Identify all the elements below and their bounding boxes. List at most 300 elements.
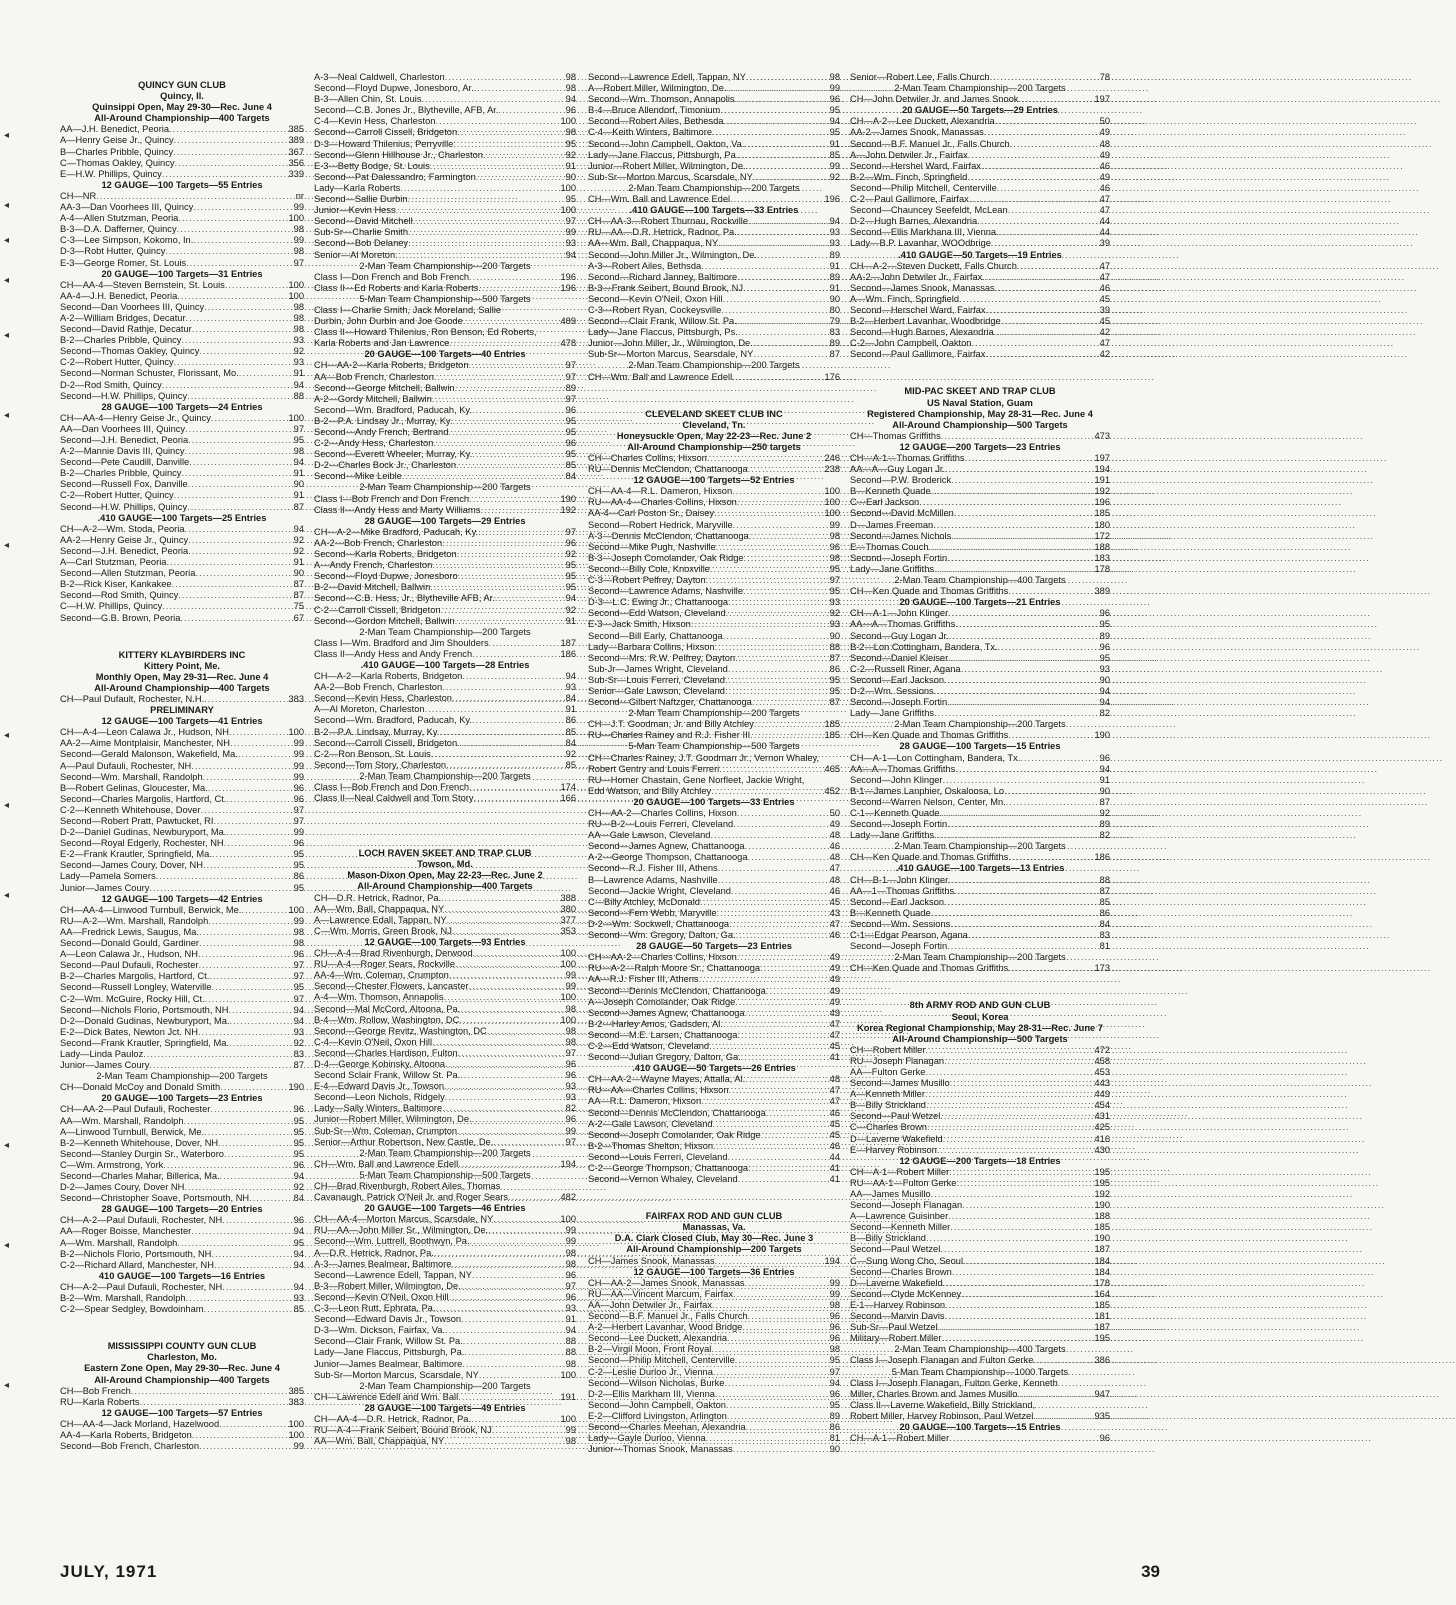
score: 95 (829, 105, 840, 116)
score: 96 (565, 1291, 576, 1302)
score: 49 (1099, 149, 1110, 160)
dot-leader (718, 863, 820, 874)
dot-leader (737, 227, 820, 238)
result-row (850, 697, 1110, 708)
score: 98 (293, 312, 304, 323)
result-row (314, 283, 576, 294)
result-row (60, 280, 304, 291)
shooter-entry: CH—AA-3—Robert Thurnau, Rockville (588, 216, 748, 227)
shooter-entry: Class I—Bob French and Don French (314, 493, 470, 504)
shooter-entry: CH—A-1—Robert Miller (850, 1433, 950, 1444)
score: 195 (1094, 1166, 1110, 1177)
dot-leader (432, 560, 556, 571)
result-row (60, 313, 304, 324)
shooter-entry: CH—Ken Quade and Thomas Griffiths (850, 963, 1009, 974)
score: 94 (293, 1259, 304, 1270)
score: 49 (1099, 127, 1110, 138)
score: 91 (565, 704, 576, 715)
score: 339 (288, 168, 304, 179)
result-row (314, 460, 576, 471)
score: 95 (565, 138, 576, 149)
result-row (314, 560, 576, 571)
shooter-entry: Second—Charles Hardison, Fulton (314, 1047, 458, 1058)
result-row (850, 283, 1110, 294)
shooter-entry: Second—Pete Caudill, Danville (60, 457, 190, 468)
dot-leader (948, 1211, 1090, 1222)
result-row (850, 161, 1110, 172)
result-row (60, 302, 304, 313)
shooter-entry: Second—James Nichols (850, 530, 952, 541)
dot-leader (919, 497, 1090, 508)
score: 92 (829, 171, 840, 182)
shooter-entry: Second—Christopher Soave, Portsmouth, NH (60, 1193, 250, 1204)
score: 185 (1094, 508, 1110, 519)
score: 96 (829, 1333, 840, 1344)
score: 95 (1099, 652, 1110, 663)
gauge-heading: 28 GAUGE—100 Targets—49 Entries (364, 1402, 526, 1413)
shooter-entry: E-3—Jack Smith, Hixson (588, 619, 691, 630)
shooter-entry: Second—James Musillo (850, 1078, 950, 1089)
gauge-heading: 20 GAUGE—50 Targets—29 Entries (902, 105, 1058, 116)
score: 196 (824, 194, 840, 205)
dot-leader (205, 994, 284, 1005)
shooter-entry: AA—Fulton Gerke (850, 1066, 926, 1077)
score: 91 (293, 368, 304, 379)
score: 47 (829, 1029, 840, 1040)
result-row (588, 919, 840, 930)
dot-leader (462, 671, 556, 682)
dot-leader (421, 94, 556, 105)
result-row (850, 619, 1110, 630)
dot-leader (737, 952, 820, 963)
result-row (850, 1145, 1110, 1156)
shooter-entry: C-2—Ron Benson, St. Louis (314, 748, 431, 759)
dot-leader (219, 1419, 284, 1430)
score: 164 (1094, 1288, 1110, 1299)
result-row (850, 1278, 1110, 1289)
event-heading: All-Around Championship—400 Targets (94, 113, 270, 124)
result-row (60, 1005, 304, 1016)
dot-leader (471, 1414, 556, 1425)
result-row (850, 316, 1110, 327)
dot-leader (967, 172, 1090, 183)
shooter-entry: Second—Dennis McClendon, Chattanooga (588, 985, 766, 996)
dot-leader (737, 497, 820, 508)
dot-leader (1008, 205, 1090, 216)
dot-leader (1008, 586, 1090, 597)
dot-leader (203, 772, 284, 783)
dot-leader (199, 1441, 284, 1452)
score: 383 (288, 1396, 304, 1407)
score: 195 (1094, 1333, 1110, 1344)
dot-leader (934, 830, 1090, 841)
score: 98 (565, 127, 576, 138)
shooter-entry: AA—Wm. Ball, Chappaqua, NY (588, 238, 719, 249)
dot-leader (732, 372, 820, 383)
result-row (850, 1178, 1110, 1189)
dot-leader (187, 391, 284, 402)
dot-leader (229, 1016, 284, 1027)
result-row (588, 631, 840, 642)
shooter-entry: Second—Joseph Fortin (850, 819, 948, 830)
score: 95 (293, 1148, 304, 1159)
result-row (60, 794, 304, 805)
team-heading: 5-Man Team Championship—500 Targets (359, 293, 531, 304)
result-row (850, 464, 1110, 475)
shooter-entry: Lady—Jane Flaccus, Pittsburgh, Ps. (588, 327, 738, 338)
dot-leader (199, 346, 284, 357)
score: 184 (1094, 1266, 1110, 1277)
shooter-entry: Sub-Sr—Wm. Coleman, Crumpton (314, 1125, 458, 1136)
shooter-entry: Junior—John Miller, Jr., Wilmington, De. (588, 338, 753, 349)
shooter-entry: Second—P.W. Broderick (850, 475, 952, 486)
result-row (60, 949, 304, 960)
result-row (60, 1049, 304, 1060)
score: 41 (829, 1052, 840, 1063)
shooter-entry: B—Lawrence Adams, Nashville (588, 874, 718, 885)
result-row (850, 1411, 1110, 1422)
shooter-entry: Second—Nichols Florio, Portsmouth, NH (60, 1004, 229, 1015)
team-heading: 2-Man Team Championship—200 Targets (894, 719, 1066, 730)
result-row (314, 1159, 576, 1170)
result-row (588, 283, 840, 294)
dot-leader (738, 327, 820, 338)
dot-leader (713, 1119, 820, 1130)
dot-leader (220, 1082, 284, 1093)
dot-leader (934, 686, 1090, 697)
section-spacer (588, 383, 840, 401)
dot-leader (938, 1322, 1090, 1333)
shooter-entry: CH—A-2—Paul Dufauli, Rochester, NH (60, 1281, 223, 1292)
result-row (850, 238, 1110, 249)
result-row (850, 1056, 1110, 1067)
dot-leader (177, 291, 284, 302)
shooter-entry: Second—Dan Voorhees III, Quincy (60, 301, 205, 312)
result-row (850, 497, 1110, 508)
binding-mark: ◂ (4, 330, 10, 341)
score: 99 (565, 970, 576, 981)
result-row (314, 161, 576, 172)
result-row (588, 294, 840, 305)
shooter-entry: D-4—George Kobinsky, Altoona (314, 1058, 446, 1069)
dot-leader (469, 360, 557, 371)
score: 246 (824, 453, 840, 463)
score: 86 (829, 663, 840, 674)
result-row (850, 183, 1110, 194)
shooter-entry: Second—Sallie Durbin (314, 194, 408, 205)
dot-leader (455, 959, 556, 970)
team-heading: 2-Man Team Championship—200 Targets (894, 841, 1066, 852)
result-row (314, 1436, 576, 1447)
dot-leader (435, 116, 556, 127)
dot-leader (925, 1067, 1090, 1078)
gauge-heading: 12 GAUGE—100 Targets—93 Entries (364, 936, 526, 947)
result-row (60, 468, 304, 479)
team-members-line: CH—Brad Rivenburgh, Robert Ailes, Thomas (314, 1181, 501, 1191)
gauge-heading: 12 GAUGE—200 Targets—18 Entries (899, 1155, 1061, 1166)
gauge-heading: 28 GAUGE—100 Targets—20 Entries (101, 1204, 263, 1215)
shooter-entry: C-2—Spear Sedgley, Bowdoinham (60, 1304, 204, 1315)
result-row (850, 194, 1110, 205)
score: 90 (829, 630, 840, 641)
result-row (588, 564, 840, 575)
score: 194 (560, 1158, 576, 1169)
score: 181 (1094, 1311, 1110, 1322)
dot-leader (735, 94, 820, 105)
dot-leader (192, 324, 284, 335)
result-row (314, 693, 576, 704)
result-row (60, 1171, 304, 1182)
dot-leader (951, 531, 1090, 542)
shooter-entry: A—Carl Stutzman, Peoria (60, 557, 167, 568)
shooter-entry: Second—Mal McCord, Altoona, Pa. (314, 1003, 461, 1014)
result-row (314, 948, 576, 959)
result-row (60, 1038, 304, 1049)
result-row (588, 997, 840, 1008)
score: 49 (829, 952, 840, 963)
result-row (588, 1030, 840, 1041)
score: 187 (1094, 1322, 1110, 1333)
score: 389 (288, 135, 304, 146)
result-row (850, 294, 1110, 305)
result-row (588, 139, 840, 150)
result-row (314, 1225, 576, 1236)
dot-leader (457, 549, 556, 560)
shooter-entry: D-2—Hugh Barnes, Alexandria (850, 216, 978, 227)
score: 196 (560, 282, 576, 293)
result-row (850, 1433, 1110, 1444)
shooter-entry: AA—Dan Voorhees III, Quincy (60, 423, 186, 434)
result-row (588, 127, 840, 138)
team-heading: 2-Man Team Championship—200 Targets (359, 1380, 531, 1391)
dot-leader (488, 1225, 556, 1236)
shooter-entry: Second—Paul Wetzel (850, 1244, 941, 1255)
shooter-entry: Second—Earl Jackson (850, 896, 945, 907)
score: 190 (288, 1082, 304, 1093)
dot-leader (469, 782, 556, 793)
shooter-entry: Second—Billy Cole, Knoxville (588, 563, 710, 574)
dot-leader (444, 992, 556, 1003)
dot-leader (746, 72, 820, 83)
dot-leader (149, 883, 284, 894)
dot-leader (723, 631, 820, 642)
score: 95 (293, 1126, 304, 1137)
dot-leader (725, 675, 820, 686)
shooter-entry: Second—Charles Mahar, Billerica, Ma. (60, 1171, 220, 1181)
shooter-entry: C-3—Robert Pelfrey, Dayton (588, 575, 706, 586)
page-number: 39 (1141, 1562, 1160, 1581)
result-row (314, 904, 576, 915)
dot-leader (177, 1238, 284, 1249)
score: 95 (829, 1399, 840, 1410)
result-row (60, 1238, 304, 1249)
dot-leader (444, 1081, 556, 1092)
score: 93 (565, 1081, 576, 1092)
dot-leader (706, 1433, 820, 1444)
dot-leader (713, 1141, 820, 1152)
result-row (314, 1359, 576, 1370)
dot-leader (211, 982, 284, 993)
dot-leader (753, 172, 820, 183)
shooter-entry: Senior—Robert Lee, Falls Church (850, 72, 990, 82)
shooter-entry: Junior—Kevin Hess (314, 205, 396, 216)
shooter-entry: CH—Robert Miller (850, 1044, 926, 1055)
shooter-entry: Second—Joseph Comolander, Oak Ridge (588, 1129, 761, 1140)
result-row (60, 391, 304, 402)
result-row (314, 1137, 576, 1148)
dot-leader (939, 808, 1090, 819)
result-row (850, 1300, 1110, 1311)
dot-leader (229, 727, 284, 738)
result-row (850, 553, 1110, 564)
score: 100 (560, 948, 576, 959)
result-row (588, 764, 840, 775)
shooter-entry: Sub-Sr—Morton Marcus, Searsdale, NY (588, 349, 754, 360)
score: 44 (1099, 227, 1110, 238)
dot-leader (982, 272, 1090, 283)
dot-leader (469, 981, 556, 992)
shooter-entry: B—Billy Strickland (850, 1100, 926, 1111)
shooter-entry: Second—John Campbell, Oakton (588, 1399, 726, 1410)
dot-leader (730, 194, 820, 205)
dot-leader (720, 105, 820, 116)
result-row (588, 1096, 840, 1107)
result-row (314, 1037, 576, 1048)
dot-leader (945, 1311, 1090, 1322)
shooter-entry: AA-4—Karla Roberts, Bridgeton (60, 1429, 192, 1440)
score: 478 (560, 338, 576, 349)
score: 96 (293, 1104, 304, 1115)
score: 96 (565, 1269, 576, 1280)
dot-leader (709, 1041, 820, 1052)
dot-leader (434, 372, 556, 383)
dot-leader (96, 191, 284, 202)
result-row (850, 686, 1110, 697)
score: 92 (293, 1182, 304, 1193)
result-row (60, 749, 304, 760)
result-row (314, 1281, 576, 1292)
shooter-entry: Sub-Sr—Morton Marcus, Scarsdale, NY (588, 171, 753, 182)
club-location: Cleveland, Tn. (682, 419, 746, 430)
shooter-entry: C—Billy Atchley, McDonald (588, 896, 700, 907)
score: 96 (565, 1114, 576, 1125)
dot-leader (984, 127, 1090, 138)
score: 95 (829, 674, 840, 685)
result-row (60, 761, 304, 772)
shooter-entry: CH—Wm. Ball and Lawrence Edel (588, 194, 731, 205)
result-row (314, 1303, 576, 1314)
shooter-entry: CH—Ken Quade and Thomas Griffiths (850, 586, 1009, 597)
score: 95 (565, 415, 576, 426)
shooter-entry: C-4—Keith Winters, Baltimore (588, 127, 712, 138)
result-row (314, 316, 576, 327)
shooter-entry: A—Leon Calawa Jr., Hudson, NH (60, 949, 198, 960)
result-row (314, 549, 576, 560)
shooter-entry: CH—A-1—Robert Miller (850, 1166, 950, 1177)
score: 75 (293, 601, 304, 612)
score: 97 (829, 1366, 840, 1377)
club-location: Kittery Point, Me. (144, 660, 220, 671)
shooter-entry: Second—Warren Nelson, Center, Mn. (850, 796, 1006, 807)
score: 100 (288, 904, 304, 915)
dot-leader (691, 619, 820, 630)
result-row (850, 775, 1110, 786)
score: 93 (565, 682, 576, 693)
club-location: Quincy, Il. (160, 91, 204, 102)
score: 49 (1099, 171, 1110, 182)
score: 95 (293, 882, 304, 893)
dot-leader (183, 1116, 284, 1127)
shooter-entry: Second Sclair Frank, Willow St. Pa. (314, 1070, 461, 1081)
score: 90 (829, 293, 840, 304)
dot-leader (733, 520, 820, 531)
result-row (60, 202, 304, 213)
result-row (314, 1070, 576, 1081)
shooter-entry: D—Laverne Wakefield (850, 1277, 943, 1288)
result-row (314, 150, 576, 161)
score: 94 (565, 1325, 576, 1336)
binding-mark: ◂ (4, 200, 10, 211)
dot-leader (985, 349, 1090, 360)
result-row (60, 535, 304, 546)
team-heading: 5-Man Team Championship—500 Targets (628, 741, 800, 752)
result-row (588, 952, 840, 963)
dot-leader (948, 653, 1090, 664)
dot-leader (449, 1292, 556, 1303)
dot-leader (479, 1370, 556, 1381)
dot-leader (469, 494, 556, 505)
score: 385 (288, 1385, 304, 1396)
gauge-heading: 12 GAUGE—100 Targets—42 Entries (101, 893, 263, 904)
score: 99 (829, 160, 840, 171)
shooter-entry: B-2—Harley Amos, Gadsden, Al. (588, 1018, 723, 1029)
shooter-entry: E-4—Edward Davis Jr., Towson (314, 1081, 445, 1092)
score: 92 (1099, 808, 1110, 818)
shooter-entry: Second—Joseph Flanagan (850, 1200, 963, 1211)
result-row (588, 1119, 840, 1130)
score: 45 (1099, 316, 1110, 327)
result-row (60, 738, 304, 749)
shooter-entry: AA—J.H. Benedict, Peoria (60, 124, 170, 135)
dot-leader (222, 1282, 284, 1293)
score: 78 (1099, 72, 1110, 82)
result-row (60, 424, 304, 435)
result-row (850, 664, 1110, 675)
score: 96 (565, 1058, 576, 1069)
dot-leader (439, 727, 556, 738)
shooter-entry: CH—Ken Quade and Thomas Griffiths (850, 852, 1009, 863)
shooter-entry: Second—Everett Wheeler, Murray, Ky. (314, 449, 473, 460)
dot-leader (204, 302, 284, 313)
dot-leader (929, 542, 1090, 553)
shooter-entry: C-2—John Campbell, Oakton (850, 338, 972, 349)
result-row (60, 1160, 304, 1171)
result-row (588, 575, 840, 586)
result-row (314, 1347, 576, 1358)
dot-leader (458, 1048, 556, 1059)
result-row (60, 335, 304, 346)
shooter-entry: A-2—William Bridges, Decatur (60, 312, 186, 323)
score: 46 (829, 1107, 840, 1118)
event-heading: Eastern Zone Open, May 29-30—Rec. June 4 (84, 1363, 280, 1374)
result-row (850, 338, 1110, 349)
score: 93 (829, 238, 840, 249)
dot-leader (729, 919, 820, 930)
dot-leader (949, 631, 1090, 642)
result-row (314, 1103, 576, 1114)
shooter-entry: C—Thomas Oakley, Quincy (60, 157, 175, 168)
result-row (314, 1015, 576, 1026)
